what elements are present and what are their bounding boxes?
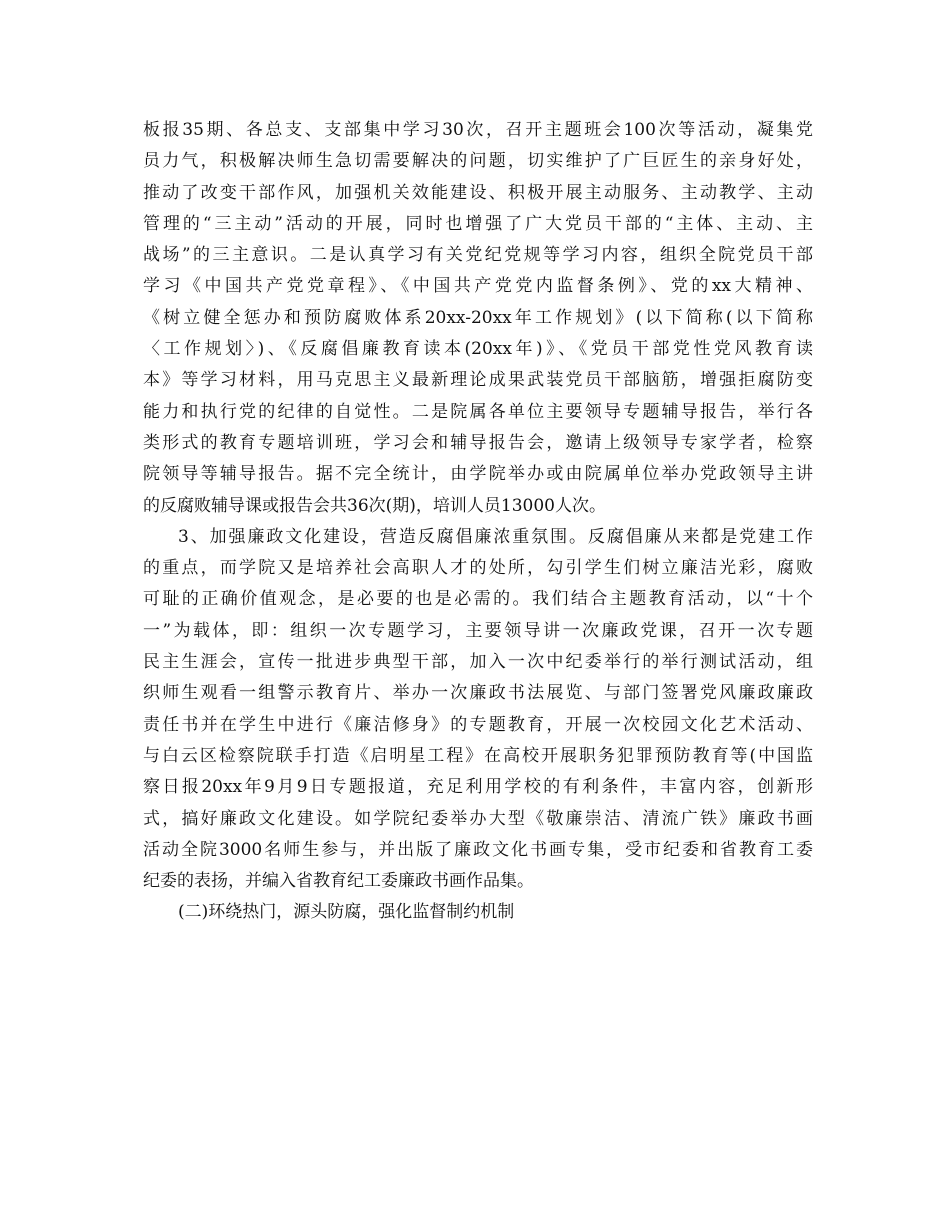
text-line: 的反腐败辅导课或报告会共36次(期)，培训人员13000人次。 [143,495,606,516]
text-line: 管理的“三主动”活动的开展，同时也增强了广大党员干部的“主体、主动、主 [143,213,813,234]
text-line: 员力气，积极解决师生急切需要解决的问题，切实维护了广巨匠生的亲身好处， [143,151,813,172]
text-line: 院领导等辅导报告。据不完全统计，由学院举办或由院属单位举办党政领导主讲 [143,464,813,485]
text-line: 学习《中国共产党党章程》、《中国共产党党内监督条例》、党的xx大精神、 [143,276,813,297]
text-line: 责任书并在学生中进行《廉洁修身》的专题教育，开展一次校园文化艺术活动、 [143,714,813,735]
text-line: 本》等学习材料，用马克思主义最新理论成果武装党员干部脑筋，增强拒腐防变 [143,370,813,391]
section-heading: (二)环绕热门，源头防腐，强化监督制约机制 [178,902,515,923]
text-line: 民主生涯会，宣传一批进步典型干部，加入一次中纪委举行的举行测试活动，组 [143,652,813,673]
text-line: 的重点，而学院又是培养社会高职人才的处所，勾引学生们树立廉洁光彩，腐败 [143,558,813,579]
text-line: 《树立健全惩办和预防腐败体系20xx-20xx年工作规划》(以下简称(以下简称 [143,307,813,328]
text-line: 战场”的三主意识。二是认真学习有关党纪党规等学习内容，组织全院党员干部 [143,245,813,266]
text-line: 与白云区检察院联手打造《启明星工程》在高校开展职务犯罪预防教育等(中国监 [143,745,813,766]
text-line: 〈工作规划〉)、《反腐倡廉教育读本(20xx年)》、《党员干部党性党风教育读 [143,339,813,360]
text-line: 3、加强廉政文化建设，营造反腐倡廉浓重氛围。反腐倡廉从来都是党建工作 [178,526,813,547]
text-line: 式，搞好廉政文化建设。如学院纪委举办大型《敬廉崇洁、清流广铁》廉政书画 [143,808,813,829]
text-line: 活动全院3000名师生参与，并出版了廉政文化书画专集，受市纪委和省教育工委 [143,839,813,860]
paragraph-2 [143,522,813,898]
document-page [143,115,813,929]
text-line: 能力和执行党的纪律的自觉性。二是院属各单位主要领导专题辅导报告，举行各 [143,401,813,422]
text-line: 一”为载体，即：组织一次专题学习，主要领导讲一次廉政党课，召开一次专题 [143,620,813,641]
text-line: 类形式的教育专题培训班，学习会和辅导报告会，邀请上级领导专家学者，检察 [143,432,813,453]
text-line: 织师生观看一组警示教育片、举办一次廉政书法展览、与部门签署党风廉政廉政 [143,683,813,704]
text-line: 推动了改变干部作风，加强机关效能建设、积极开展主动服务、主动教学、主动 [143,182,813,203]
text-line: 纪委的表扬，并编入省教育纪工委廉政书画作品集。 [143,871,534,892]
text-line: 察日报20xx年9月9日专题报道，充足利用学校的有利条件，丰富内容，创新形 [143,777,813,798]
text-line: 可耻的正确价值观念，是必要的也是必需的。我们结合主题教育活动，以“十个 [143,589,813,610]
text-line: 板报35期、各总支、支部集中学习30次，召开主题班会100次等活动，凝集党 [143,120,813,140]
paragraph-1 [143,115,813,522]
